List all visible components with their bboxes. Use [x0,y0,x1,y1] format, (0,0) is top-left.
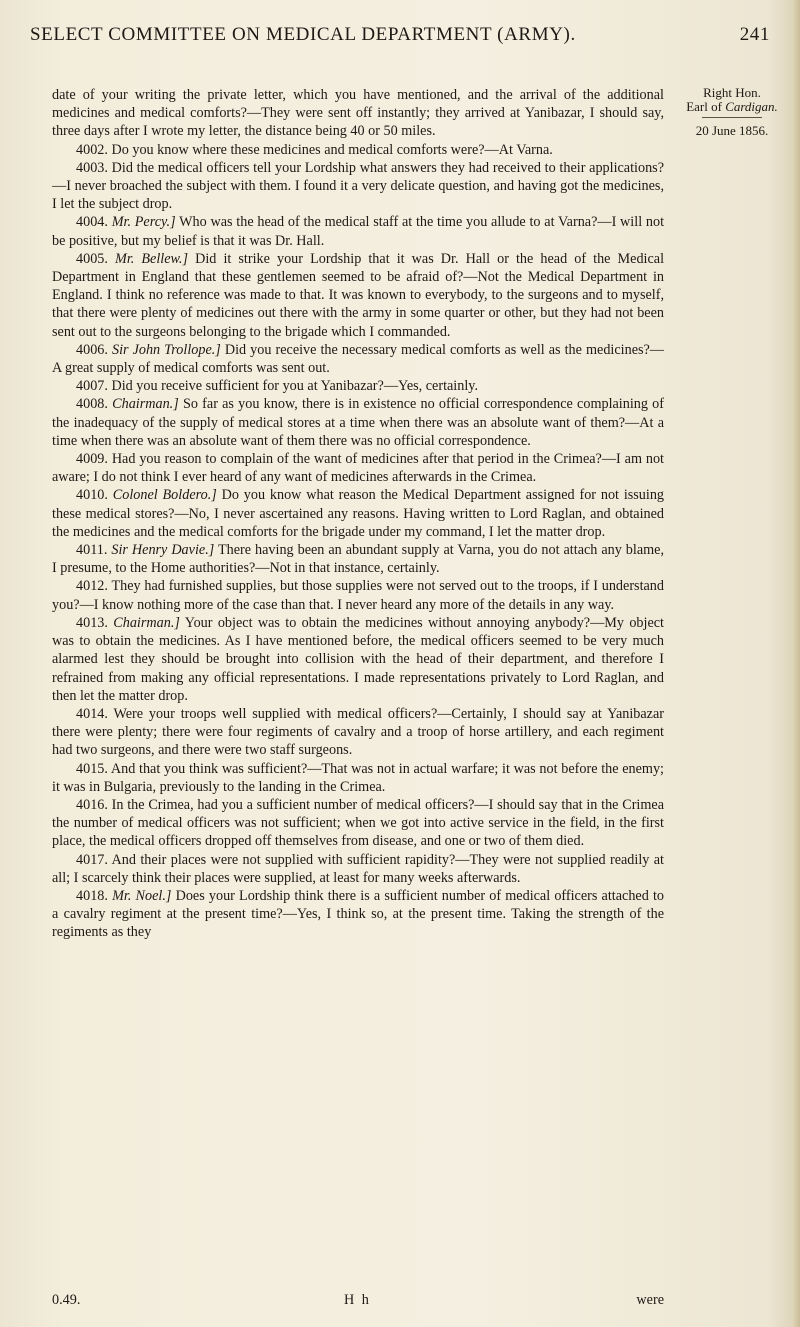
question-answer-text: Your object was to obtain the medicines without annoying anybody?—My object was to obtain the medicines. As I have mentioned before, the medical officers seemed to be very much alarmed lest they should be brought into collision with the head of their department, and therefore I refrained from making any official representations. I made representations privately to Lord Raglan, and then let the matter drop. [52,614,665,704]
witness-name-prefix: Earl of [686,99,726,114]
question-number: 4018. [76,887,108,904]
question-number: 4015. [76,760,108,777]
question-number: 4011. [76,542,108,559]
witness-title: Right Hon. [703,85,761,100]
speaker-name: Sir Henry Davie.] [111,542,215,559]
question-answer-text: Who was the head of the medical staff at the time you allude to at Varna?—I will not be positive, but my belief is that it was Dr. Hall. [52,214,665,249]
question-answer-text: Did it strike your Lordship that it was Dr. Hall or the head of the Medical Department in England that these gentlemen seemed to be afraid of?—Not the Medical Department in England. I think no reference was made to that. It was known to everybody, to the surgeons and to myself, that there were plenty of medicines out there with the army in some quarter or other, but they had not been sent out to the surgeons belonging to the brigade which I commanded. [52,250,665,340]
speaker-name: Mr. Bellew.] [115,250,189,267]
question-number: 4007. [76,378,108,395]
printer-signature: 0.49. [52,1292,81,1308]
testimony-paragraph [52,796,664,851]
testimony-paragraph [52,887,664,942]
question-answer-text: And that you think was sufficient?—That was not in actual warfare; it was not before the enemy; it was in Bulgaria, previously to the landing in the Crimea. [52,760,664,795]
question-number: 4013. [76,614,108,631]
witness-name [670,100,794,114]
margin-rule [702,117,762,118]
question-number: 4005. [76,250,108,267]
question-answer-text: Had you reason to complain of the want of medicines after that period in the Crimea?—I am not aware; I do not think I ever heard of any want of medicines afterwards in the Crimea. [52,451,664,486]
testimony-paragraph [52,141,664,159]
running-header [30,24,770,52]
question-number: 4002. [76,141,108,158]
testimony-paragraph [52,450,664,486]
testimony-paragraph [52,705,664,760]
speaker-name: Mr. Percy.] [111,214,176,231]
question-number: 4010. [76,487,108,504]
running-head-title: SELECT COMMITTEE ON MEDICAL DEPARTMENT (ARMY). [30,24,576,45]
page-footer [52,1292,664,1312]
testimony-paragraph [52,86,664,141]
question-answer-text: Were your troops well supplied with medical officers?—Certainly, I should say at Yanibazar there were plenty; there were four regiments of cavalry and a troop of horse artillery, and each regiment had two surgeons, and there were two staff surgeons. [52,705,664,759]
testimony-paragraph [52,541,664,577]
question-answer-text: date of your writing the private letter, which you have mentioned, and the arrival of the additional medicines and medical comforts?—They were sent off instantly; they arrived at Yanibazar, I should say, three days after I wrote my letter, the distance being 40 or 50 miles. [52,87,664,140]
testimony-paragraph [52,577,664,613]
catchword: were [636,1292,664,1308]
testimony-paragraph [52,159,664,214]
speaker-name: Sir John Trollope.] [111,341,221,358]
witness-name-italic: Cardigan. [725,99,778,114]
evidence-date: 20 June 1856. [695,123,769,138]
speaker-name: Colonel Boldero.] [112,487,217,504]
question-number: 4012. [76,578,108,595]
question-answer-text: Did the medical officers tell your Lordship what answers they had received to their applications?—I never broached the subject with them. I found it a very delicate question, and having got the medicines, I let the subject drop. [52,159,664,213]
question-number: 4016. [76,796,108,813]
question-answer-text: Did you receive the necessary medical comforts as well as the medicines?—A great supply of medical comforts was sent out. [52,341,664,377]
testimony-paragraph [52,395,664,450]
question-answer-text: Does your Lordship think there is a sufficient number of medical officers attached to a cavalry regiment at the present time?—Yes, I think so, at the present time. Taking the strength of the regiments as they [52,887,664,941]
margin-note [670,86,794,138]
speaker-name: Chairman.] [112,396,179,413]
testimony-paragraph [52,760,664,796]
question-answer-text: And their places were not supplied with sufficient rapidity?—They were not supplied readily at all; I scarcely think their places were supplied, at least for many weeks afterwards. [52,851,664,886]
testimony-paragraph [52,341,664,377]
question-number: 4004. [76,214,108,231]
testimony-paragraph [52,851,664,887]
testimony-paragraph [52,486,664,541]
question-number: 4008. [76,396,108,413]
testimony-paragraph [52,377,664,395]
question-answer-text: Did you receive sufficient for you at Yanibazar?—Yes, certainly. [111,378,479,395]
testimony-paragraph [52,614,664,705]
testimony-paragraph [52,250,664,341]
body-text [52,86,664,942]
question-answer-text: There having been an abundant supply at Varna, you do not attach any blame, I presume, to the Home authorities?—Not in that instance, certainly. [52,542,665,577]
page-number: 241 [739,24,770,45]
speaker-name: Chairman.] [113,614,180,631]
question-number: 4017. [76,851,108,868]
question-answer-text: In the Crimea, had you a sufficient number of medical officers?—I should say that in the Crimea the number of medical officers was not sufficient; when we got into active service in the field, in the first place, the medical officers dropped off themselves from disease, and one or two of them died. [52,796,664,850]
speaker-name: Mr. Noel.] [112,887,172,904]
testimony-paragraph [52,213,664,249]
question-answer-text: Do you know what reason the Medical Department assigned for not issuing these medical stores?—No, I never ascertained any reasons. Having written to Lord Raglan, and obtained the medicines and the medical comforts for the brigade under my command, I let the matter drop. [52,487,665,540]
question-answer-text: So far as you know, there is in existence no official correspondence complaining of the inadequacy of the supply of medical stores at a time when there was an absolute want of them?—At a time when there was an absolute want of them there was no official correspondence. [52,396,665,449]
sheet-mark: H h [344,1292,371,1308]
question-number: 4014. [76,705,108,722]
question-answer-text: They had furnished supplies, but those supplies were not served out to the troops, if I understand you?—I know nothing more of the case than that. I never heard any more of the details in any way. [52,578,664,613]
question-number: 4003. [76,159,108,176]
question-answer-text: Do you know where these medicines and medical comforts were?—At Varna. [111,141,553,158]
question-number: 4006. [76,341,108,358]
question-number: 4009. [76,451,108,468]
page-binding-edge [792,0,800,1327]
